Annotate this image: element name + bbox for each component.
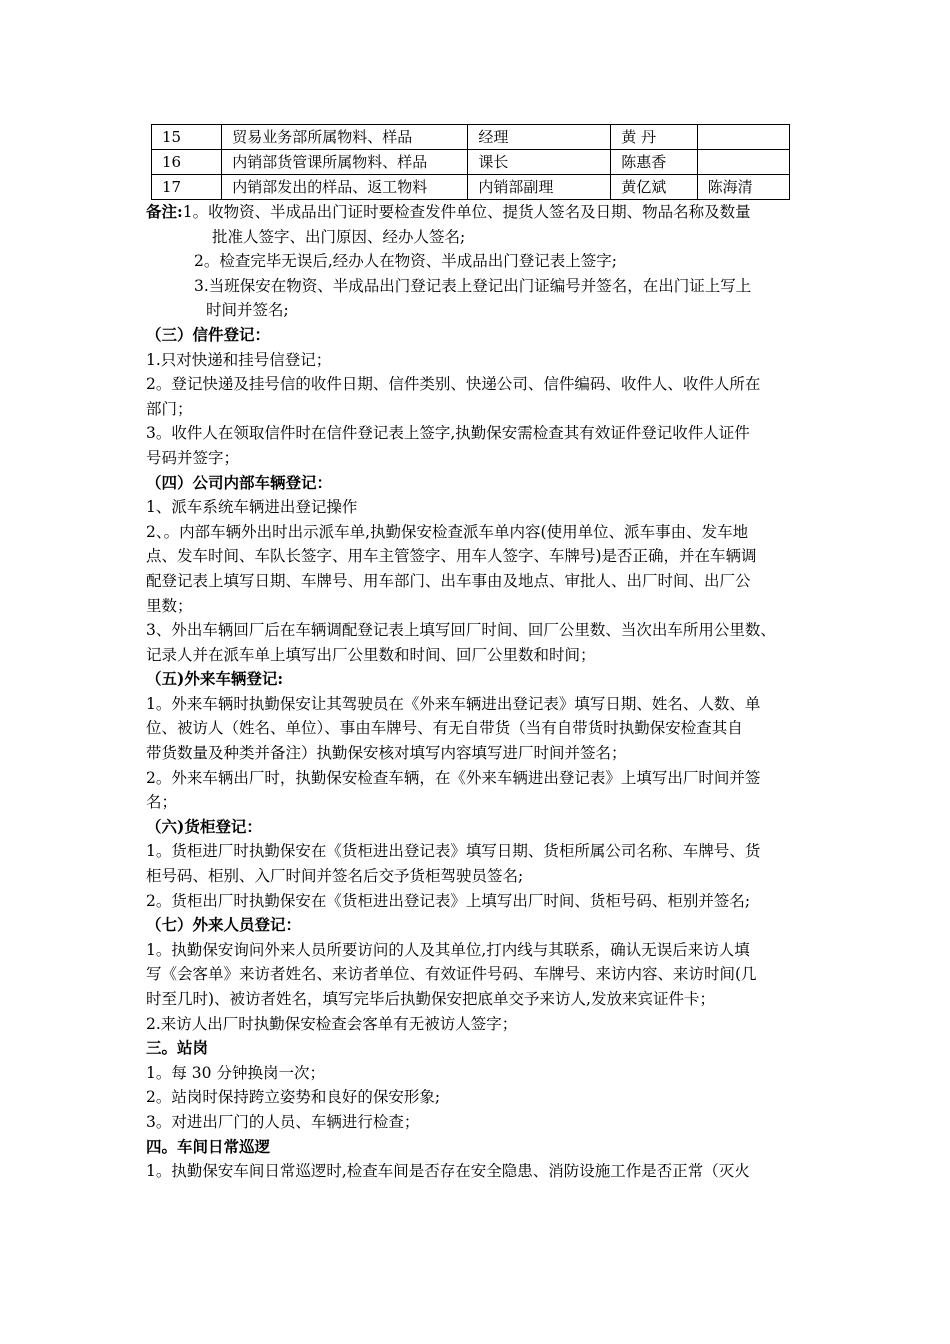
cell-co-signer: 陈海清 bbox=[697, 175, 789, 200]
paragraph-line: 1。外来车辆时执勤保安让其驾驶员在《外来车辆进出登记表》填写日期、姓名、人数、单 bbox=[146, 694, 761, 713]
section-heading: （五)外来车辆登记: bbox=[146, 669, 284, 689]
paragraph-line: 记录人并在派车单上填写出厂公里数和时间、回厂公里数和时间； bbox=[146, 645, 596, 664]
paragraph-line: 里数； bbox=[146, 596, 193, 615]
paragraph-line: 1。每 30 分钟换岗一次； bbox=[146, 1063, 325, 1082]
paragraph-line: 2、。内部车辆外出时出示派车单,执勤保安检查派车单内容(使用单位、派车事由、发车地 bbox=[146, 522, 749, 541]
cell-co-signer bbox=[697, 150, 789, 175]
cell-item: 贸易业务部所属物料、样品 bbox=[222, 125, 468, 150]
paragraph-line: 3。收件人在领取信件时在信件登记表上签字,执勤保安需检查其有效证件登记收件人证件 bbox=[146, 424, 750, 443]
cell-role: 课长 bbox=[468, 150, 611, 175]
paragraph-line: 1、派车系统车辆进出登记操作 bbox=[146, 498, 358, 517]
cell-approver: 黄 丹 bbox=[611, 125, 697, 150]
paragraph-line: 2。外来车辆出厂时，执勤保安检查车辆，在《外来车辆进出登记表》上填写出厂时间并签 bbox=[146, 768, 761, 787]
note-line: 3.当班保安在物资、半成品出门登记表上登记出门证编号并签名，在出门证上写上 bbox=[194, 276, 752, 295]
cell-item: 内销部发出的样品、返工物料 bbox=[222, 175, 468, 200]
cell-item: 内销部货管课所属物料、样品 bbox=[222, 150, 468, 175]
paragraph-line: 柜号码、柜别、入厂时间并签名后交予货柜驾驶员签名; bbox=[146, 867, 524, 886]
cell-role: 内销部副理 bbox=[468, 175, 611, 200]
document-body bbox=[146, 200, 821, 1184]
cell-co-signer bbox=[697, 125, 789, 150]
paragraph-line: 1。执勤保安询问外来人员所要访问的人及其单位,打内线与其联系，确认无误后来访人填 bbox=[146, 940, 750, 959]
cell-approver: 陈惠香 bbox=[611, 150, 697, 175]
paragraph-line: 写《会客单》来访者姓名、来访者单位、有效证件号码、车牌号、来访内容、来访时间(几 bbox=[146, 965, 757, 984]
paragraph-line: 点、发车时间、车队长签字、用车主管签字、用车人签字、车牌号)是否正确，并在车辆调 bbox=[146, 547, 757, 566]
note-line: 批准人签字、出门原因、经办人签名; bbox=[212, 227, 466, 246]
paragraph-line: 部门； bbox=[146, 399, 193, 418]
section-heading: （三）信件登记： bbox=[146, 324, 271, 344]
paragraph-line: 2。登记快递及挂号信的收件日期、信件类别、快递公司、信件编码、收件人、收件人所在 bbox=[146, 375, 761, 394]
table-row bbox=[152, 175, 790, 200]
cell-role: 经理 bbox=[468, 125, 611, 150]
paragraph-line: 3。对进出厂门的人员、车辆进行检查； bbox=[146, 1112, 420, 1131]
paragraph-line: 2。货柜出厂时执勤保安在《货柜进出登记表》上填写出厂时间、货柜号码、柜别并签名; bbox=[146, 891, 751, 910]
paragraph-line: 3、外出车辆回厂后在车辆调配登记表上填写回厂时间、回厂公里数、当次出车所用公里数、 bbox=[146, 621, 776, 640]
note-line: 2。检查完毕无误后,经办人在物资、半成品出门登记表上签字; bbox=[194, 252, 618, 271]
table-row bbox=[152, 125, 790, 150]
paragraph-line: 号码并签字； bbox=[146, 448, 240, 467]
paragraph-line: 带货数量及种类并备注）执勤保安核对填写内容填写进厂时间并签名； bbox=[146, 744, 627, 763]
cell-approver: 黄亿斌 bbox=[611, 175, 697, 200]
paragraph-line: 2。站岗时保持跨立姿势和良好的保安形象; bbox=[146, 1088, 441, 1107]
section-heading: （四）公司内部车辆登记： bbox=[146, 472, 333, 492]
section-heading: 三。站岗 bbox=[146, 1038, 209, 1058]
paragraph-line: 1。货柜进厂时执勤保安在《货柜进出登记表》填写日期、货柜所属公司名称、车牌号、货 bbox=[146, 842, 761, 861]
approval-table bbox=[151, 124, 790, 200]
paragraph-line: 位、被访人（姓名、单位）、事由车牌号、有无自带货（当有自带货时执勤保安检查其自 bbox=[146, 719, 743, 738]
paragraph-line: 2.来访人出厂时执勤保安检查会客单有无被访人签字； bbox=[146, 1014, 518, 1033]
section-heading: 四。车间日常巡逻 bbox=[146, 1136, 271, 1156]
paragraph-line: 配登记表上填写日期、车牌号、用车部门、出车事由及地点、审批人、出厂时间、出厂公 bbox=[146, 571, 751, 590]
paragraph-line: 1.只对快递和挂号信登记； bbox=[146, 350, 332, 369]
cell-no: 17 bbox=[152, 175, 222, 200]
cell-no: 16 bbox=[152, 150, 222, 175]
paragraph-line: 时至几时)、被访者姓名，填写完毕后执勤保安把底单交予来访人,发放来宾证件卡； bbox=[146, 990, 715, 1008]
note-label: 备注: bbox=[146, 202, 183, 221]
section-heading: （七）外来人员登记： bbox=[146, 915, 302, 935]
section-heading: （六)货柜登记： bbox=[146, 816, 262, 836]
table-row bbox=[152, 150, 790, 175]
note-line: 时间并签名; bbox=[206, 301, 289, 320]
cell-no: 15 bbox=[152, 125, 222, 150]
paragraph-line: 名； bbox=[146, 793, 178, 812]
note-text: 1。收物资、半成品出门证时要检查发件单位、提货人签名及日期、物品名称及数量 bbox=[182, 203, 751, 221]
note-line bbox=[146, 200, 821, 225]
paragraph-line: 1。执勤保安车间日常巡逻时,检查车间是否存在安全隐患、消防设施工作是否正常（灭火 bbox=[146, 1162, 750, 1181]
